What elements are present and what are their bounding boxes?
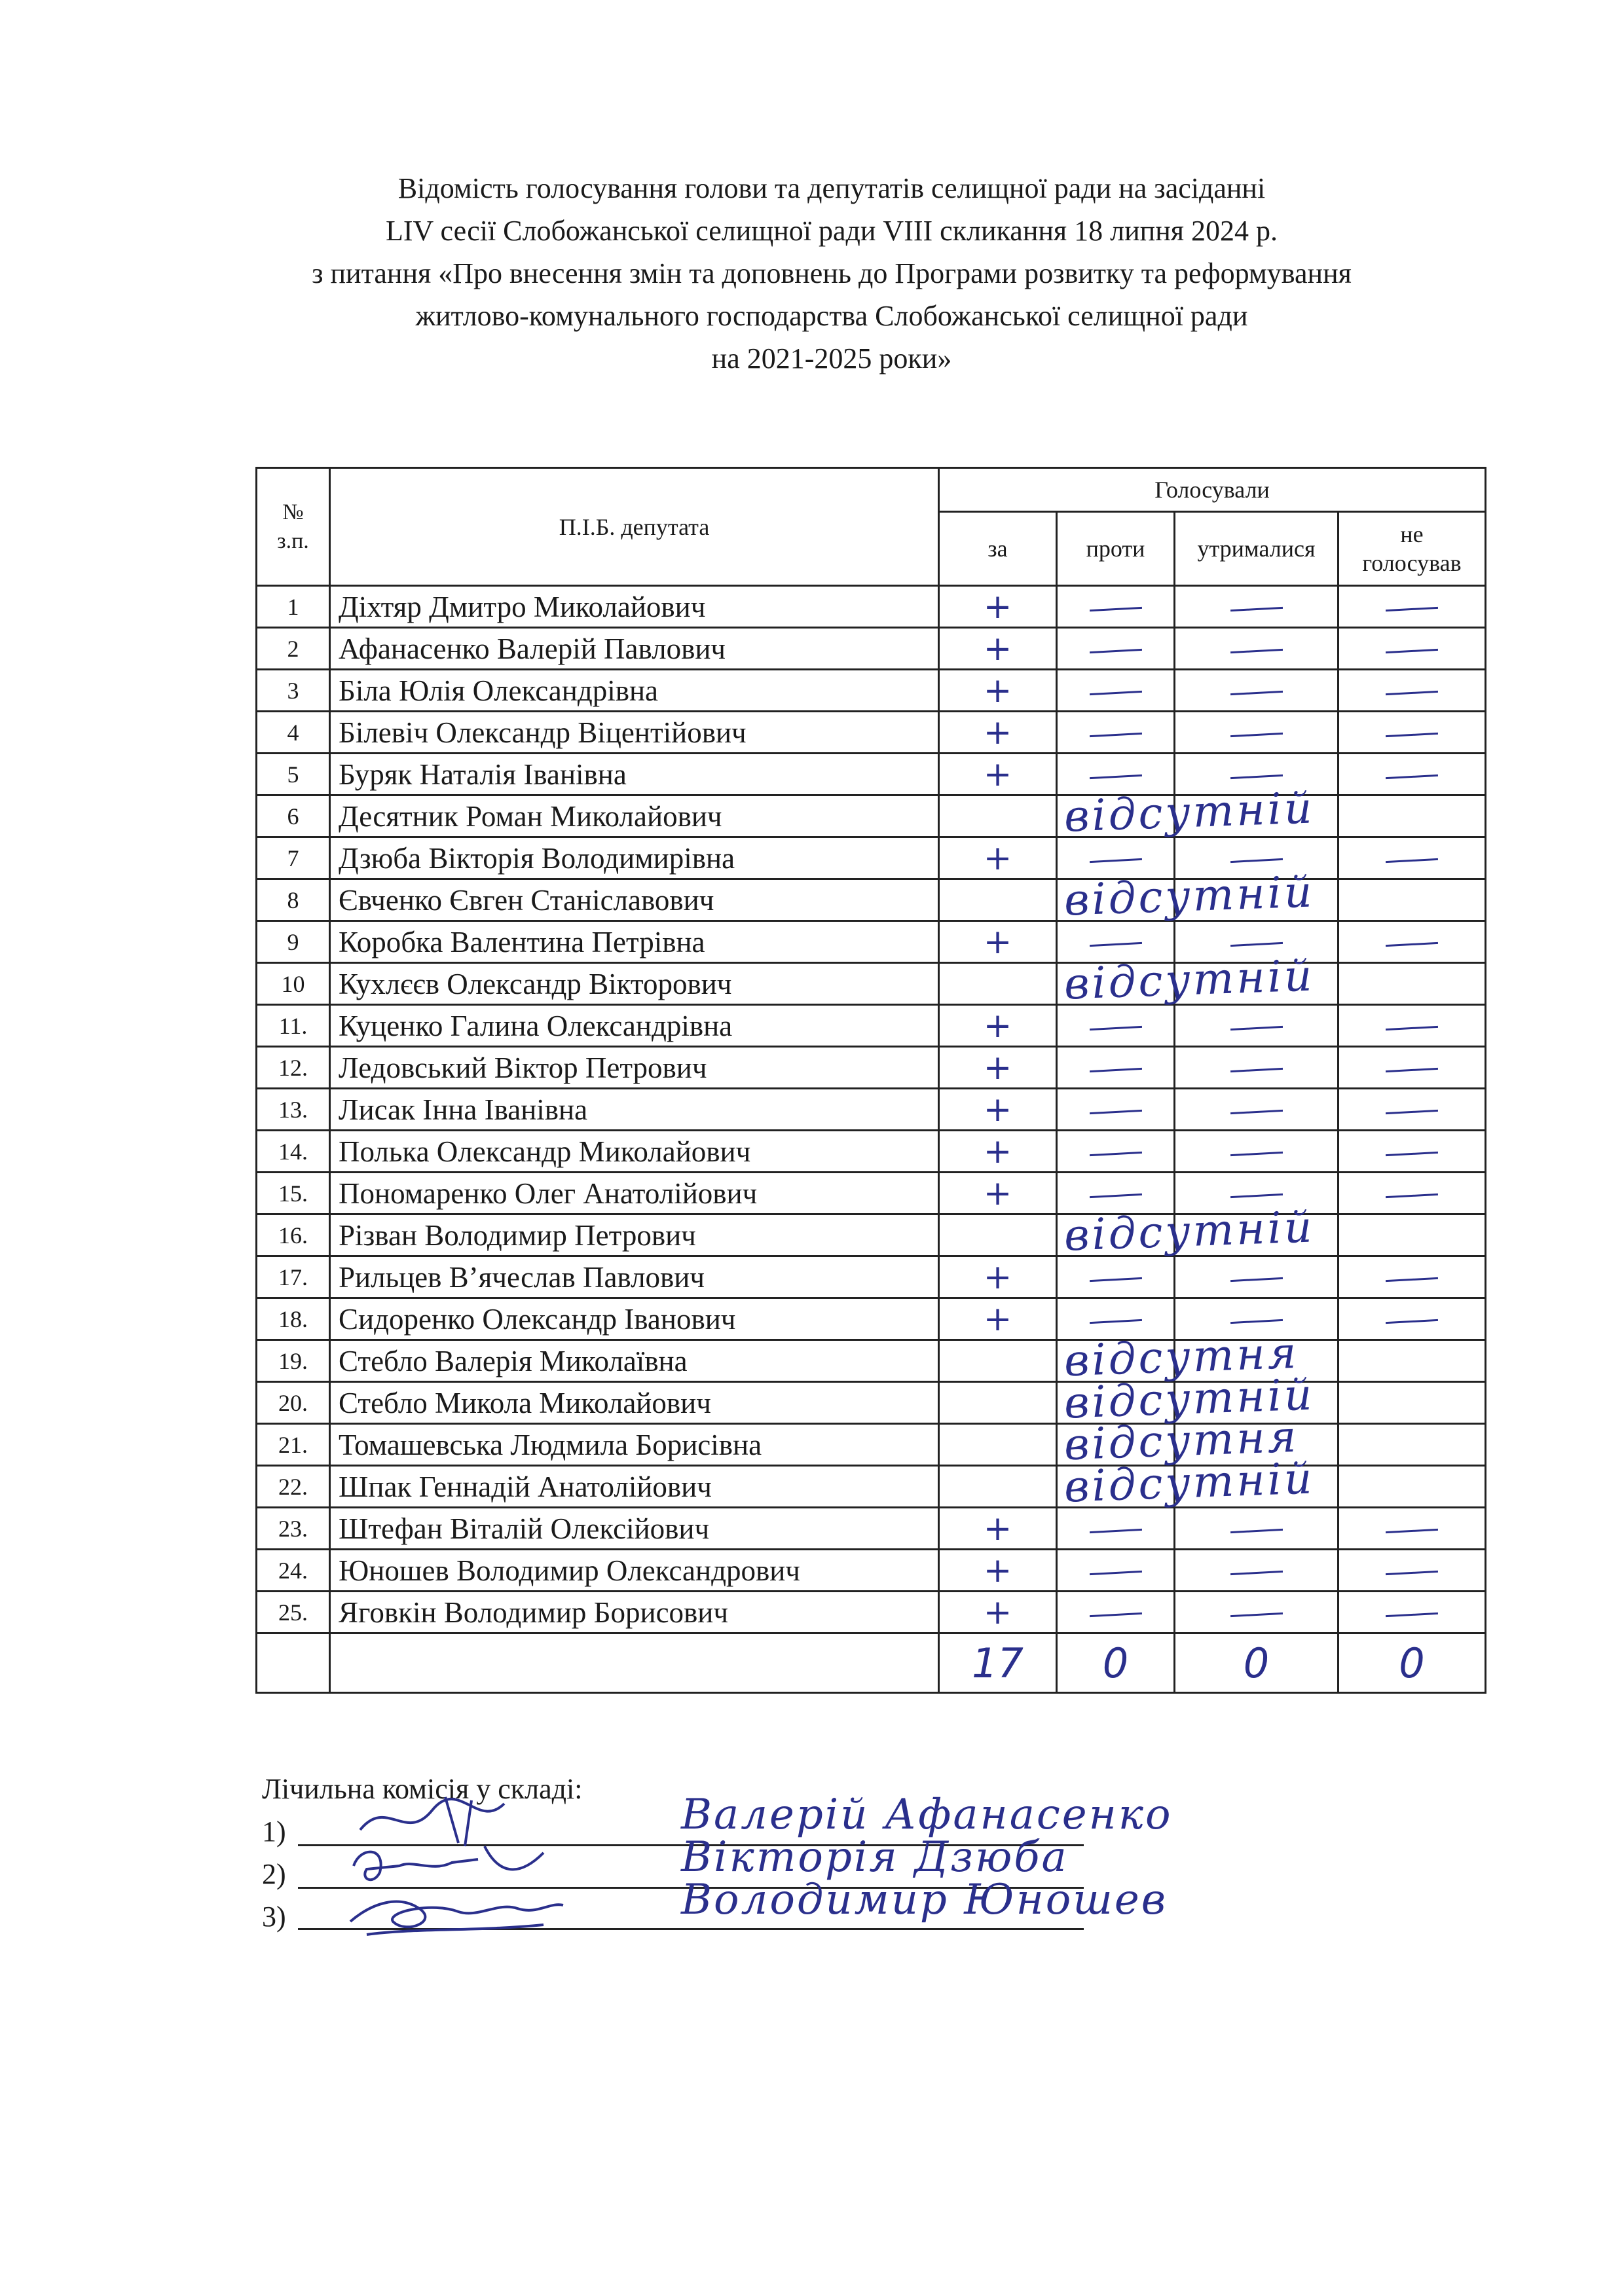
dash-icon [1230,1068,1282,1072]
empty-vote-cell [1057,1453,1316,1512]
dash-icon [1386,1529,1438,1533]
row-number: 19. [257,1340,330,1382]
row-number: 15. [257,1173,330,1214]
vote-for-mark [939,1131,1057,1173]
signature-3-icon [347,1876,570,1941]
empty-vote-cell [1338,795,1486,837]
empty-vote-cell [939,1340,1057,1382]
dash-mark [1338,1173,1486,1214]
dash-mark [1175,1256,1338,1298]
dash-icon [1089,858,1141,863]
dash-icon [1089,1613,1141,1617]
dash-icon [1386,942,1438,947]
dash-icon [1230,1194,1282,1198]
dash-icon [1089,1571,1141,1575]
table-row [257,1508,1486,1550]
vote-mark: + [983,1257,1012,1297]
deputy-name: Пономаренко Олег Анатолійович [330,1173,939,1214]
dash-mark [1338,586,1486,628]
dash-icon [1386,1194,1438,1198]
dash-mark [1338,921,1486,963]
dash-icon [1089,1026,1141,1030]
absent-note: відсутній [1063,1453,1316,1512]
deputy-name: Куценко Галина Олександрівна [330,1005,939,1047]
row-number: 18. [257,1298,330,1340]
row-number: 1 [257,586,330,628]
dash-mark [1338,1256,1486,1298]
deputy-name: Шпак Геннадій Анатолійович [330,1466,939,1508]
deputy-name: Коробка Валентина Петрівна [330,921,939,963]
empty-vote-cell [1338,1424,1486,1466]
vote-for-mark [939,1256,1057,1298]
deputy-name: Афанасенко Валерій Павлович [330,628,939,670]
dash-mark [1057,670,1175,712]
empty-vote-cell [1175,1214,1338,1256]
row-number: 11. [257,1005,330,1047]
dash-icon [1089,1319,1141,1324]
dash-mark [1338,1550,1486,1592]
deputy-name: Штефан Віталій Олексійович [330,1508,939,1550]
empty-vote-cell [939,1214,1057,1256]
header-line-1: Відомість голосування голови та депутатів селищної ради на засіданні [397,172,1266,204]
row-number: 21. [257,1424,330,1466]
vote-mark: + [983,1299,1012,1339]
dash-mark [1057,1047,1175,1089]
absent-note: відсутня [1063,1411,1300,1470]
dash-mark [1338,1005,1486,1047]
row-number: 23. [257,1508,330,1550]
commission-member-1: 1) Валерій Афанасенко [262,1810,582,1853]
deputy-name: Томашевська Людмила Борисівна [330,1424,939,1466]
row-number: 7 [257,837,330,879]
table-row [257,963,1486,1005]
empty-vote-cell [939,1466,1057,1508]
member-name-3: Володимир Юношев [681,1876,1168,1924]
dash-mark [1057,712,1175,754]
dash-mark [1175,586,1338,628]
header-line-2: LIV сесії Слобожанської селищної ради VIII скликання 18 липня 2024 р. [386,215,1278,247]
column-group-voted: Голосували [939,468,1486,512]
table-row [257,1466,1486,1508]
column-header-for: за [939,512,1057,586]
dash-mark [1175,1592,1338,1633]
row-number: 12. [257,1047,330,1089]
deputy-name: Різван Володимир Петрович [330,1214,939,1256]
dash-icon [1230,1319,1282,1324]
vote-mark: + [983,1089,1012,1129]
dash-mark [1057,1592,1175,1633]
vote-for-mark [939,712,1057,754]
empty-vote-cell [1175,963,1338,1005]
dash-icon [1089,1152,1141,1156]
dash-mark [1057,1256,1175,1298]
row-number: 5 [257,754,330,795]
vote-for-mark [939,670,1057,712]
dash-mark [1338,837,1486,879]
dash-icon [1089,649,1141,653]
commission-title: Лічильна комісія у складі: [262,1773,583,1805]
vote-mark: + [983,587,1012,627]
vote-mark: + [983,712,1012,752]
deputy-name: Дзюба Вікторія Володимирівна [330,837,939,879]
dash-icon [1230,774,1282,779]
table-row [257,1382,1486,1424]
vote-for-mark [939,628,1057,670]
table-row [257,795,1486,837]
empty-vote-cell [1057,782,1316,842]
row-number: 22. [257,1466,330,1508]
dash-icon [1386,607,1438,611]
dash-mark [1175,1089,1338,1131]
empty-vote-cell [1338,1466,1486,1508]
dash-icon [1230,691,1282,695]
dash-icon [1230,607,1282,611]
column-header-against: проти [1057,512,1175,586]
dash-mark [1338,1298,1486,1340]
dash-icon [1230,1571,1282,1575]
dash-icon [1230,733,1282,737]
document-header [196,167,1467,380]
dash-icon [1230,942,1282,947]
vote-for-mark [939,1047,1057,1089]
row-number: 6 [257,795,330,837]
dash-mark [1338,712,1486,754]
deputy-name: Лисак Інна Іванівна [330,1089,939,1131]
empty-vote-cell [1338,879,1486,921]
dash-mark [1175,1131,1338,1173]
vote-for-mark [939,586,1057,628]
header-line-5: на 2021-2025 роки» [711,342,952,374]
empty-vote-cell [1175,1466,1338,1508]
row-number: 3 [257,670,330,712]
deputy-name: Сидоренко Олександр Іванович [330,1298,939,1340]
dash-mark [1057,1131,1175,1173]
deputy-name: Діхтяр Дмитро Миколайович [330,586,939,628]
row-number: 10 [257,963,330,1005]
dash-icon [1386,1571,1438,1575]
dash-icon [1089,1068,1141,1072]
vote-mark: + [983,1048,1012,1087]
dash-mark [1338,1131,1486,1173]
dash-icon [1386,1277,1438,1282]
dash-mark [1175,1047,1338,1089]
vote-for-mark [939,1298,1057,1340]
empty-vote-cell [1338,1382,1486,1424]
dash-mark [1057,628,1175,670]
dash-icon [1386,733,1438,737]
row-number: 20. [257,1382,330,1424]
empty-vote-cell [939,1382,1057,1424]
voting-table [255,467,1486,1694]
row-number: 25. [257,1592,330,1633]
dash-icon [1230,649,1282,653]
dash-mark [1175,1508,1338,1550]
deputy-name: Євченко Євген Станіславович [330,879,939,921]
commission-member-3: 3) Володимир Юношев [262,1895,582,1938]
empty-vote-cell [1057,950,1316,1010]
empty-vote-cell [1338,963,1486,1005]
total-abstain: 0 [1175,1633,1338,1693]
table-row [257,1256,1486,1298]
header-line-4: житлово-комунального господарства Слобожанської селищної ради [415,300,1248,332]
dash-icon [1230,1277,1282,1282]
dash-icon [1089,733,1141,737]
row-number: 2 [257,628,330,670]
deputy-name: Біла Юлія Олександрівна [330,670,939,712]
dash-icon [1386,1152,1438,1156]
vote-for-mark [939,837,1057,879]
dash-icon [1386,774,1438,779]
absent-note: відсутній [1063,866,1316,926]
table-row [257,712,1486,754]
dash-mark [1057,586,1175,628]
table-row [257,1005,1486,1047]
dash-mark [1175,1005,1338,1047]
deputy-name: Кухлєєв Олександр Вікторович [330,963,939,1005]
dash-mark [1175,1550,1338,1592]
dash-icon [1089,1529,1141,1533]
total-for: 17 [939,1633,1057,1693]
column-header-abstain: утрималися [1175,512,1338,586]
commission-member-2: 2) Вікторія Дзюба [262,1853,582,1895]
dash-icon [1089,774,1141,779]
table-row [257,1047,1486,1089]
dash-mark [1338,1047,1486,1089]
total-against: 0 [1057,1633,1175,1693]
column-header-name: П.І.Б. депутата [330,468,939,586]
vote-mark: + [983,670,1012,710]
vote-mark: + [983,629,1012,668]
deputy-name: Десятник Роман Миколайович [330,795,939,837]
dash-icon [1089,1110,1141,1114]
row-number: 9 [257,921,330,963]
absent-note: відсутній [1063,782,1316,842]
deputy-name: Рильцев В’ячеслав Павлович [330,1256,939,1298]
dash-icon [1230,858,1282,863]
deputy-name: Білевіч Олександр Віцентійович [330,712,939,754]
dash-icon [1386,1068,1438,1072]
absent-note: відсутній [1063,950,1316,1010]
deputy-name: Буряк Наталія Іванівна [330,754,939,795]
empty-vote-cell [939,879,1057,921]
dash-mark [1057,1508,1175,1550]
dash-icon [1230,1026,1282,1030]
absent-note: відсутній [1063,1201,1316,1261]
table-row [257,1592,1486,1633]
dash-mark [1175,628,1338,670]
dash-icon [1230,1613,1282,1617]
totals-row [257,1633,1486,1693]
total-not-voted: 0 [1338,1633,1486,1693]
deputy-name: Стебло Валерія Миколаївна [330,1340,939,1382]
dash-icon [1230,1529,1282,1533]
dash-mark [1057,1550,1175,1592]
dash-mark [1057,1089,1175,1131]
vote-for-mark [939,1508,1057,1550]
vote-for-mark [939,1173,1057,1214]
dash-icon [1089,607,1141,611]
dash-icon [1386,691,1438,695]
vote-mark: + [983,1592,1012,1632]
table-row [257,1131,1486,1173]
dash-mark [1338,1089,1486,1131]
row-number: 24. [257,1550,330,1592]
table-row [257,670,1486,712]
vote-mark: + [983,1006,1012,1046]
member-name-1: Валерій Афанасенко [681,1791,1173,1839]
table-row [257,1089,1486,1131]
vote-mark: + [983,754,1012,794]
deputy-name: Яговкін Володимир Борисович [330,1592,939,1633]
vote-for-mark [939,1550,1057,1592]
counting-commission [262,1768,1173,1938]
dash-mark [1057,1005,1175,1047]
dash-mark [1175,670,1338,712]
empty-vote-cell [1057,1201,1316,1261]
absent-note: відсутній [1063,1369,1316,1429]
vote-for-mark [939,754,1057,795]
dash-icon [1230,1152,1282,1156]
dash-mark [1175,712,1338,754]
column-header-number: № з.п. [257,468,330,586]
dash-icon [1089,1194,1141,1198]
empty-vote-cell [1175,879,1338,921]
dash-icon [1386,1319,1438,1324]
dash-mark [1338,628,1486,670]
row-number: 16. [257,1214,330,1256]
table-row [257,1298,1486,1340]
dash-icon [1386,858,1438,863]
empty-vote-cell [939,1424,1057,1466]
row-number: 13. [257,1089,330,1131]
dash-icon [1230,1110,1282,1114]
vote-mark: + [983,922,1012,962]
table-row [257,628,1486,670]
vote-mark: + [983,838,1012,878]
empty-vote-cell [1057,866,1316,926]
absent-note: відсутня [1063,1327,1300,1387]
member-name-2: Вікторія Дзюба [681,1833,1069,1882]
dash-mark [1338,754,1486,795]
row-number: 17. [257,1256,330,1298]
dash-icon [1089,942,1141,947]
empty-vote-cell [1338,1214,1486,1256]
dash-mark [1338,1508,1486,1550]
deputy-name: Стебло Микола Миколайович [330,1382,939,1424]
empty-vote-cell [939,963,1057,1005]
empty-vote-cell [1338,1340,1486,1382]
vote-mark: + [983,1508,1012,1548]
row-number: 14. [257,1131,330,1173]
deputy-name: Юнoшев Володимир Олександрович [330,1550,939,1592]
table-row [257,1214,1486,1256]
deputy-name: Ледовський Віктор Петрович [330,1047,939,1089]
header-line-3: з питання «Про внесення змін та доповнень до Програми розвитку та реформування [312,257,1352,289]
table-row [257,879,1486,921]
dash-mark [1338,1592,1486,1633]
dash-icon [1089,1277,1141,1282]
table-row [257,586,1486,628]
empty-vote-cell [939,795,1057,837]
table-row [257,1550,1486,1592]
dash-icon [1089,691,1141,695]
vote-mark: + [983,1173,1012,1213]
vote-for-mark [939,1005,1057,1047]
dash-icon [1386,649,1438,653]
vote-for-mark [939,1592,1057,1633]
empty-vote-cell [1175,795,1338,837]
deputy-name: Полька Олександр Миколайович [330,1131,939,1173]
vote-for-mark [939,1089,1057,1131]
dash-icon [1386,1026,1438,1030]
column-header-not-voted: не голосував [1338,512,1486,586]
vote-for-mark [939,921,1057,963]
dash-mark [1338,670,1486,712]
vote-mark: + [983,1550,1012,1590]
dash-icon [1386,1110,1438,1114]
dash-icon [1386,1613,1438,1617]
row-number: 8 [257,879,330,921]
row-number: 4 [257,712,330,754]
vote-mark: + [983,1131,1012,1171]
